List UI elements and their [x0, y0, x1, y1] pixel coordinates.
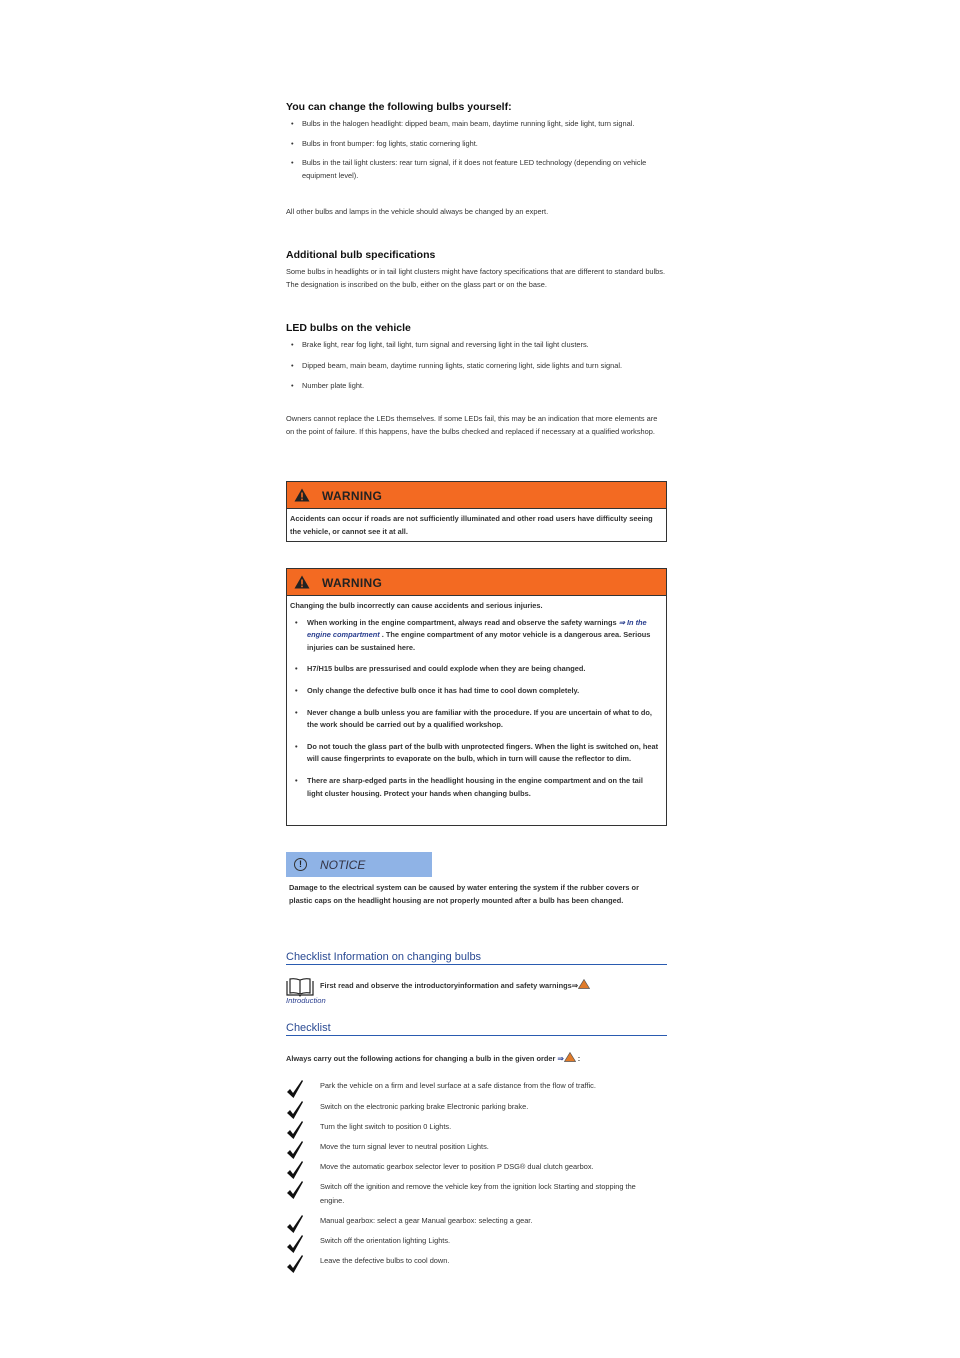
- checkmark-icon: [286, 1120, 304, 1140]
- warning-header: [287, 482, 666, 509]
- warning-bullet: • H7/H15 bulbs are pressurised and could explode when they are being changed.: [290, 663, 660, 676]
- manual-page: [286, 0, 667, 1358]
- checklist-item-text: Switch off the orientation lighting Lights.: [320, 1236, 451, 1245]
- notice-header: [286, 852, 432, 877]
- warning-triangle-icon: [294, 488, 310, 502]
- warning-bullet-text: When working in the engine compartment, always read and observe the safety warnings: [307, 617, 619, 627]
- warning-triangle-icon: [578, 979, 590, 989]
- led-bulbs-list: [286, 339, 667, 393]
- warning-box-changing-bulb: [286, 568, 667, 826]
- read-first-label: First read and observe the introductoryinformation and safety warnings⇒: [320, 981, 578, 990]
- checkmark-icon: [286, 1160, 304, 1180]
- warning-label: WARNING: [322, 576, 383, 590]
- expert-note: All other bulbs and lamps in the vehicle should always be changed by an expert.: [286, 207, 549, 216]
- checklist-intro-suffix: :: [575, 1054, 581, 1063]
- bulb-specs-text: Some bulbs in headlights or in tail light clusters might have factory specifications that are different to standard bulbs. The designation is inscribed on the bulb, either on the glass part or on the base.: [286, 267, 666, 289]
- checklist-intro: [286, 1052, 667, 1066]
- section-title-checklist-info: Checklist Information on changing bulbs: [286, 951, 667, 965]
- checkmark-icon: [286, 1140, 304, 1160]
- checklist-item-text: Park the vehicle on a firm and level surface at a safe distance from the flow of traffic.: [320, 1081, 596, 1090]
- warning-bullet: • Never change a bulb unless you are familiar with the procedure. If you are uncertain of what to do, the work should be carried out by a qualified workshop.: [290, 707, 660, 732]
- checklist-item-text: Leave the defective bulbs to cool down.: [320, 1256, 450, 1265]
- book-icon: [286, 978, 314, 997]
- checklist-intro-text: Always carry out the following actions for changing a bulb in the given order: [286, 1054, 558, 1063]
- checklist-item-text: Switch on the electronic parking brake Electronic parking brake.: [320, 1102, 529, 1111]
- checkmark-icon: [286, 1100, 304, 1120]
- section-title-led-bulbs: LED bulbs on the vehicle: [286, 322, 411, 334]
- warning-box-illumination: [286, 481, 667, 542]
- checkmark-icon: [286, 1214, 304, 1234]
- checklist-item-text: Switch off the ignition and remove the vehicle key from the ignition lock Starting and stopping the engine.: [320, 1182, 636, 1205]
- read-first-text: [320, 979, 665, 993]
- checklist-item-text: Move the automatic gearbox selector lever to position P DSG® dual clutch gearbox.: [320, 1162, 594, 1171]
- section-title-change-bulbs: You can change the following bulbs yourself:: [286, 101, 512, 113]
- checklist-item-text: Manual gearbox: select a gear Manual gearbox: selecting a gear.: [320, 1216, 533, 1225]
- warning-triangle-icon: [564, 1052, 576, 1062]
- warning-bullet: • Only change the defective bulb once it has had time to cool down completely.: [290, 685, 660, 698]
- warning-label: WARNING: [322, 489, 383, 503]
- checklist-item-text: Turn the light switch to position 0 Lights.: [320, 1122, 452, 1131]
- introduction-link[interactable]: Introduction: [286, 996, 326, 1005]
- warning-header: [287, 569, 666, 596]
- warning-bullet: [290, 617, 660, 655]
- warning-bullet-text: . The engine compartment of any motor vehicle is a dangerous area. Serious injuries can be sustained here.: [307, 630, 651, 652]
- section-title-checklist: Checklist: [286, 1022, 667, 1036]
- warning-bullet: • There are sharp-edged parts in the headlight housing in the engine compartment and on the tail light cluster housing. Protect your hands when changing bulbs.: [290, 775, 660, 800]
- checkmark-icon: [286, 1180, 304, 1200]
- engine-compartment-link[interactable]: ⇒ In the engine compartment: [307, 617, 647, 640]
- checkmark-icon: [286, 1254, 304, 1274]
- led-failure-text: Owners cannot replace the LEDs themselves. If some LEDs fail, this may be an indication that more elements are on the point of failure. If this happens, have the bulbs checked and replaced if necessary at a qualified workshop.: [286, 414, 658, 436]
- list-item: • Bulbs in the tail light clusters: rear turn signal, if it does not feature LED technology (depending on vehicle equipment level).: [288, 157, 667, 182]
- notice-text: Damage to the electrical system can be caused by water entering the system if the rubber covers or plastic caps on the headlight housing are not properly mounted after a bulb has been changed.: [289, 883, 639, 905]
- list-item: • Number plate light.: [288, 380, 667, 393]
- list-item: • Brake light, rear fog light, tail light, turn signal and reversing light in the tail light clusters.: [288, 339, 667, 352]
- section-title-bulb-specs: Additional bulb specifications: [286, 249, 436, 261]
- warning-bullet: • Do not touch the glass part of the bulb with unprotected fingers. When the light is switched on, heat will cause fingerprints to evaporate on the bulb, which in turn will cause the reflector to dim.: [290, 741, 660, 766]
- checkmark-icon: [286, 1079, 304, 1099]
- change-bulbs-list: [286, 118, 667, 182]
- warning-triangle-icon: [294, 575, 310, 589]
- notice-label: NOTICE: [320, 858, 366, 872]
- checklist-warning-link[interactable]: ⇒: [557, 1054, 564, 1063]
- list-item: • Dipped beam, main beam, daytime running lights, static cornering light, side lights and turn signal.: [288, 360, 667, 373]
- checkmark-icon: [286, 1234, 304, 1254]
- list-item: • Bulbs in front bumper: fog lights, static cornering light.: [288, 138, 667, 151]
- warning-text: Accidents can occur if roads are not sufficiently illuminated and other road users have difficulty seeing the vehicle, or cannot see it at all.: [290, 514, 653, 536]
- list-item: • Bulbs in the halogen headlight: dipped beam, main beam, daytime running light, side light, turn signal.: [288, 118, 667, 131]
- exclamation-circle-icon: !: [294, 858, 307, 871]
- warning-intro: Changing the bulb incorrectly can cause accidents and serious injuries.: [290, 601, 543, 610]
- checklist-item-text: Move the turn signal lever to neutral position Lights.: [320, 1142, 489, 1151]
